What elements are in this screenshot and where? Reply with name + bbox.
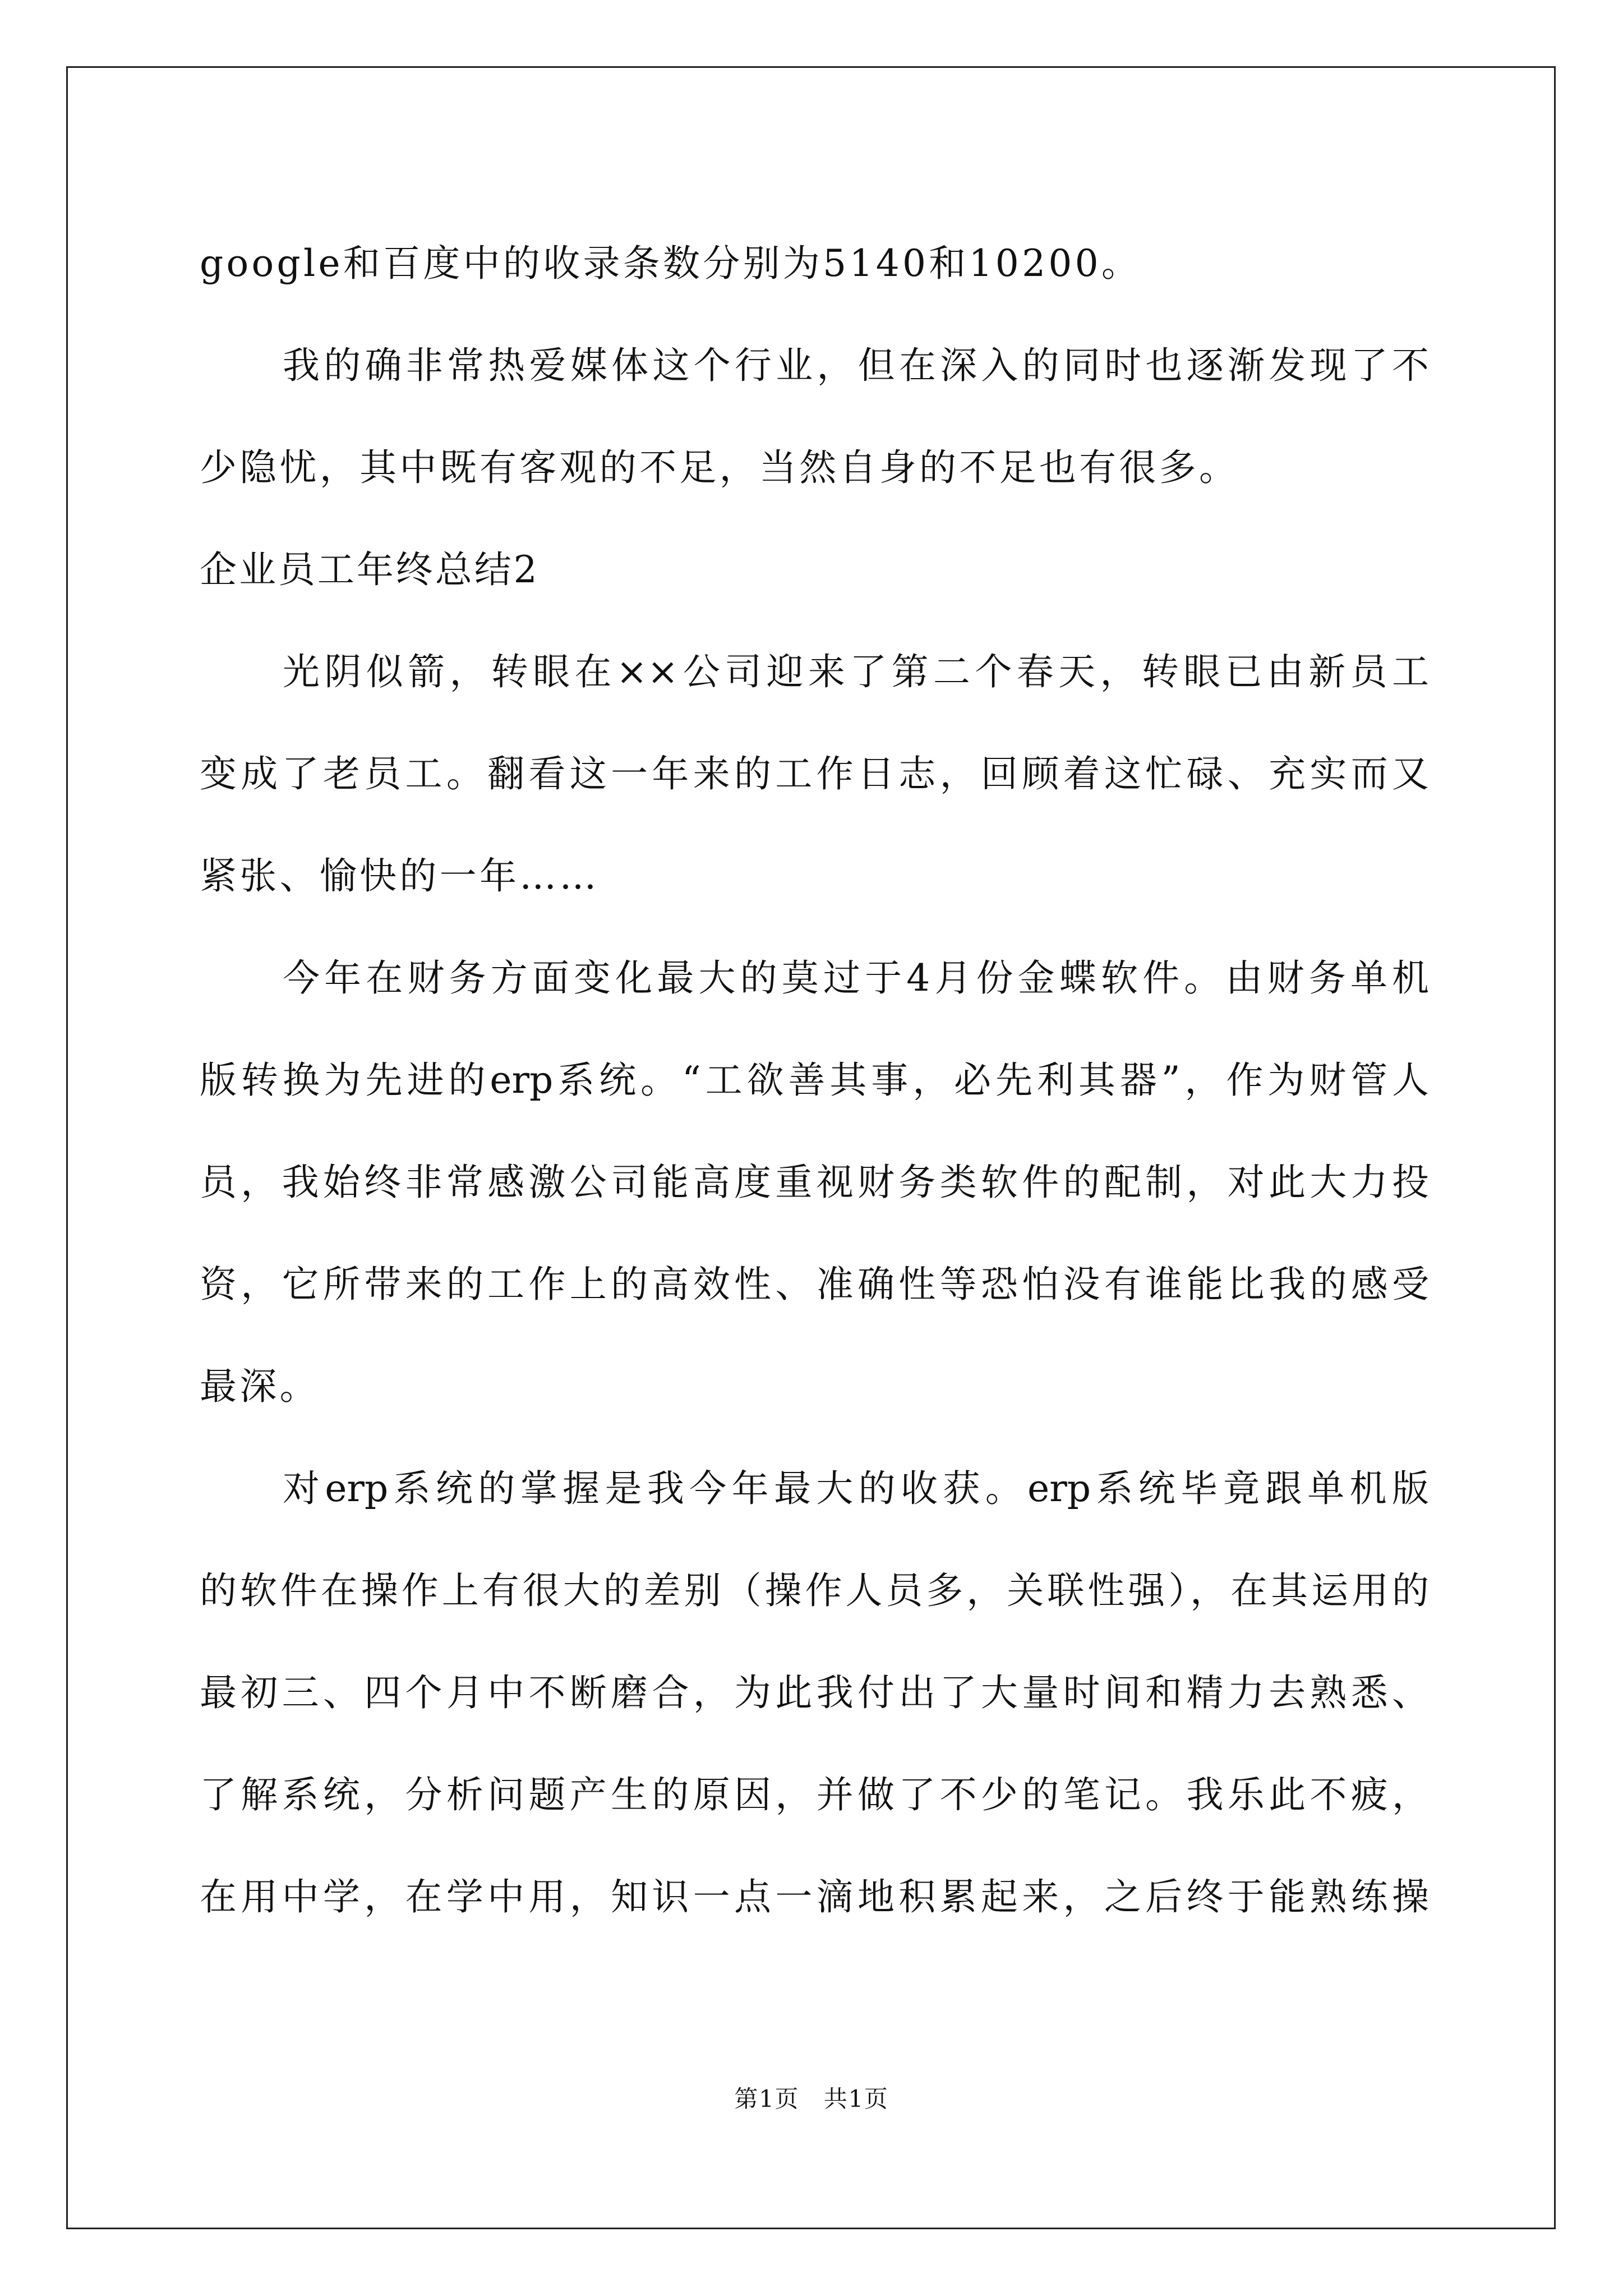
body-line-10: 员，我始终非常感激公司能高度重视财务类软件的配制，对此大力投 [200, 1161, 1429, 1204]
body-line-16: 了解系统，分析问题产生的原因，并做了不少的笔记。我乐此不疲， [200, 1773, 1429, 1816]
body-line-13: 对erp系统的掌握是我今年最大的收获。erp系统毕竟跟单机版 [283, 1467, 1429, 1510]
body-line-7: 紧张、愉快的一年…… [200, 854, 600, 898]
body-line-17: 在用中学，在学中用，知识一点一滴地积累起来，之后终于能熟练操 [200, 1875, 1429, 1918]
body-line-6: 变成了老员工。翻看这一年来的工作日志，回顾着这忙碌、充实而又 [200, 752, 1429, 795]
section-heading: 企业员工年终总结2 [200, 548, 540, 591]
body-line-1: google和百度中的收录条数分别为5140和10200。 [200, 242, 1142, 285]
body-line-11: 资，它所带来的工作上的高效性、准确性等恐怕没有谁能比我的感受 [200, 1263, 1429, 1306]
page-footer: 第1页 共1页 [734, 2085, 889, 2113]
body-line-8: 今年在财务方面变化最大的莫过于4月份金蝶软件。由财务单机 [283, 956, 1429, 1000]
body-line-3: 少隐忧，其中既有客观的不足，当然自身的不足也有很多。 [200, 446, 1239, 489]
body-line-14: 的软件在操作上有很大的差别（操作人员多，关联性强），在其运用的 [200, 1569, 1429, 1612]
body-line-2: 我的确非常热爱媒体这个行业，但在深入的同时也逐渐发现了不 [283, 344, 1429, 387]
body-line-9: 版转换为先进的erp系统。“工欲善其事，必先利其器”，作为财管人 [200, 1059, 1429, 1102]
body-line-5: 光阴似箭，转眼在××公司迎来了第二个春天，转眼已由新员工 [283, 650, 1429, 693]
body-line-15: 最初三、四个月中不断磨合，为此我付出了大量时间和精力去熟悉、 [200, 1671, 1429, 1714]
body-line-12: 最深。 [200, 1365, 320, 1408]
